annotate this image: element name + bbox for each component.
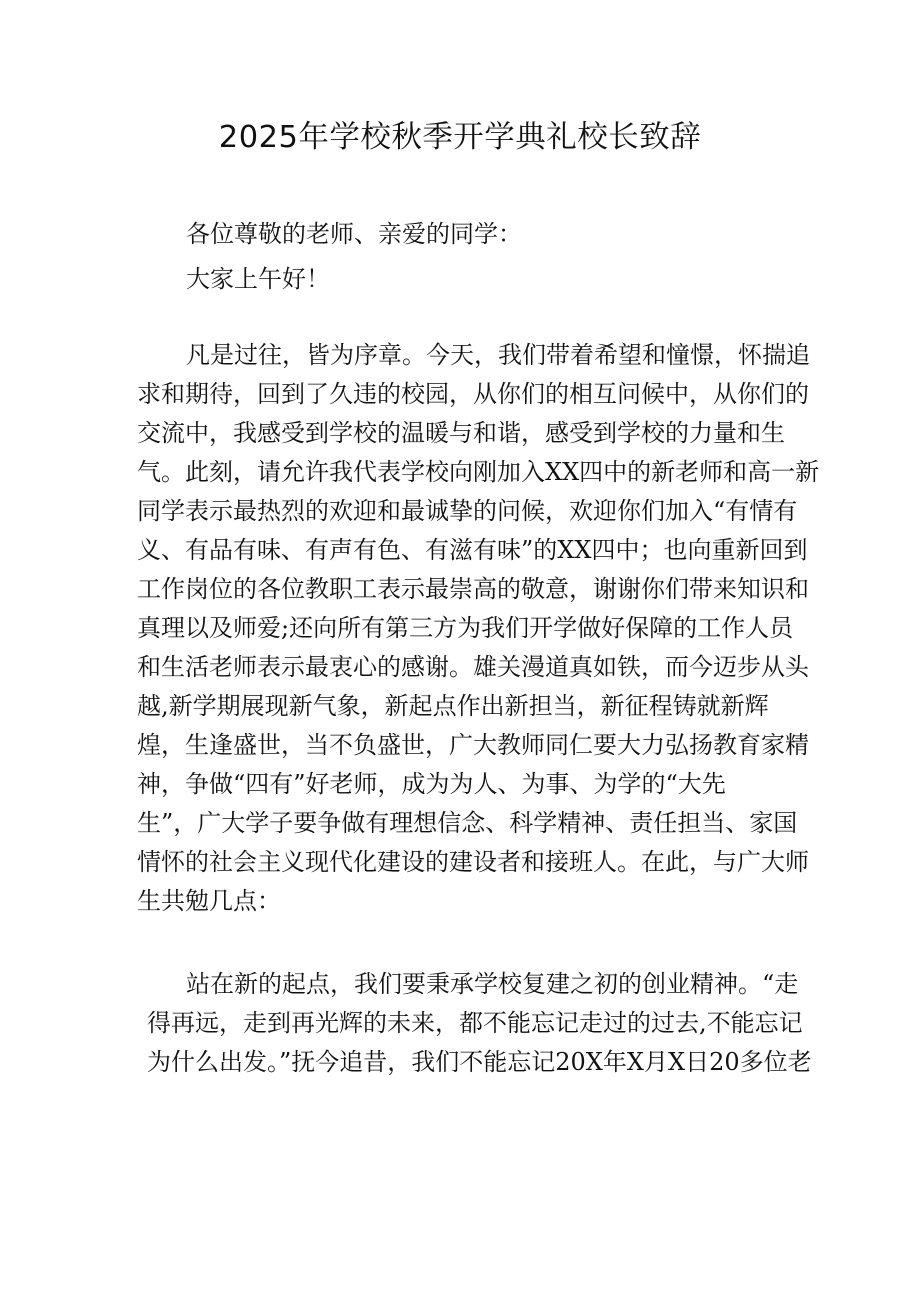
- paragraph-line: 生共勉几点：: [137, 887, 281, 915]
- paragraph-line: 煌，生逢盛世，当不负盛世，广大教师同仁要大力弘扬教育家精: [137, 731, 809, 759]
- paragraph-line: 神，争做“四有”好老师，成为为人、为事、为学的“大先: [137, 770, 726, 798]
- paragraph-line: 为什么出发。”抚今追昔，我们不能忘记20X年X月X日20多位老: [147, 1048, 812, 1076]
- paragraph-line: 真理以及师爱;还向所有第三方为我们开学做好保障的工作人员: [137, 614, 794, 642]
- paragraph-line: 交流中，我感受到学校的温暖与和谐，感受到学校的力量和生: [137, 419, 785, 447]
- paragraph-line: 站在新的起点，我们要秉承学校复建之初的创业精神。“走: [186, 970, 799, 998]
- paragraph-line: 越,新学期展现新气象，新起点作出新担当，新征程铸就新辉: [137, 692, 769, 720]
- greeting-line: 大家上午好！: [186, 265, 330, 293]
- paragraph-line: 和生活老师表示最衷心的感谢。雄关漫道真如铁，而今迈步从头: [137, 653, 809, 681]
- paragraph-line: 生”，广大学子要争做有理想信念、科学精神、责任担当、家国: [137, 809, 798, 837]
- paragraph-line: 同学表示最热烈的欢迎和最诚挚的问候，欢迎你们加入“有情有: [137, 497, 798, 525]
- document-title: 2025年学校秋季开学典礼校长致辞: [218, 120, 702, 155]
- paragraph-line: 工作岗位的各位教职工表示最崇高的敬意，谢谢你们带来知识和: [137, 575, 809, 603]
- paragraph-line: 得再远，走到再光辉的未来，都不能忘记走过的过去,不能忘记: [147, 1009, 803, 1037]
- paragraph-line: 义、有品有味、有声有色、有滋有味”的XX四中；也向重新回到: [137, 536, 808, 564]
- paragraph-line: 求和期待，回到了久违的校园，从你们的相互问候中，从你们的: [137, 380, 809, 408]
- paragraph-line: 气。此刻，请允许我代表学校向刚加入XX四中的新老师和高一新: [137, 458, 820, 486]
- paragraph-line: 情怀的社会主义现代化建设的建设者和接班人。在此，与广大师: [137, 848, 809, 876]
- salutation-line: 各位尊敬的老师、亲爱的同学：: [186, 220, 522, 248]
- paragraph-line: 凡是过往，皆为序章。今天，我们带着希望和憧憬，怀揣追: [186, 341, 810, 369]
